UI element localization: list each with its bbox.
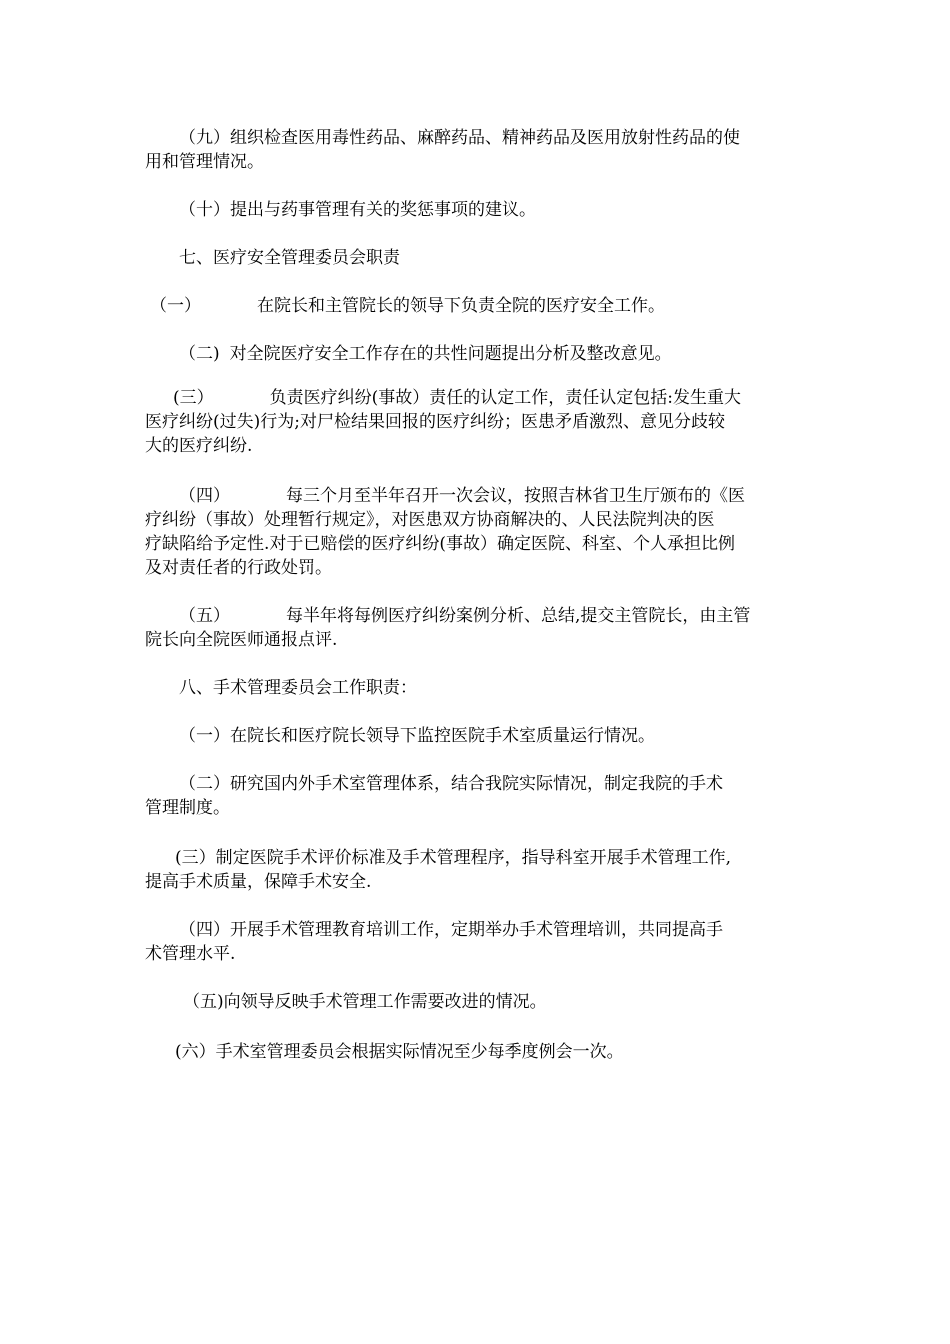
- paragraph-7-1: [150, 294, 820, 318]
- paragraph-7-4: [145, 484, 815, 580]
- paragraph-8-3: [145, 846, 815, 894]
- text-line: （一）在院长和医疗院长领导下监控医院手术室质量运行情况。: [179, 726, 655, 746]
- text-line: 及对责任者的行政处罚。: [145, 558, 332, 578]
- text-line: （四）开展手术管理教育培训工作，定期举办手术管理培训，共同提高手: [179, 920, 723, 940]
- text-line: [150, 294, 820, 318]
- text-line: （十）提出与药事管理有关的奖惩事项的建议。: [179, 200, 536, 220]
- paragraph-8-6: [145, 1040, 815, 1064]
- text-line: 用和管理情况。: [145, 152, 264, 172]
- paragraph-7-2: [145, 342, 815, 366]
- item-label: （五）: [179, 606, 230, 626]
- paragraph-8-2: [145, 772, 815, 820]
- item-text: 对全院医疗安全工作存在的共性问题提出分析及整改意见。: [229, 344, 672, 364]
- text-line: 管理制度。: [145, 798, 230, 818]
- text-line: [145, 484, 815, 508]
- text-line: 医疗纠纷(过失)行为;对尸检结果回报的医疗纠纷；医患矛盾激烈、意见分歧较: [145, 412, 725, 432]
- text-line: 大的医疗纠纷.: [145, 436, 253, 456]
- item-text: 每三个月至半年召开一次会议，按照吉林省卫生厅颁布的《医: [286, 486, 745, 506]
- item-text: 每半年将每例医疗纠纷案例分析、总结,提交主管院长，由主管: [286, 606, 751, 626]
- text-line: 院长向全院医师通报点评.: [145, 630, 338, 650]
- section-heading-7: [145, 246, 815, 270]
- section-heading-text: 七、医疗安全管理委员会职责: [179, 248, 400, 268]
- section-heading-text: 八、手术管理委员会工作职责：: [179, 678, 417, 698]
- item-text: 负责医疗纠纷(事故）责任的认定工作，责任认定包括:发生重大: [269, 388, 741, 408]
- paragraph-8-4: [145, 918, 815, 966]
- text-line: (六）手术室管理委员会根据实际情况至少每季度例会一次。: [175, 1042, 624, 1062]
- item-text: 在院长和主管院长的领导下负责全院的医疗安全工作。: [257, 296, 665, 316]
- item-label: （一）: [150, 296, 201, 316]
- text-line: （九）组织检查医用毒性药品、麻醉药品、精神药品及医用放射性药品的使: [179, 128, 740, 148]
- text-line: [145, 342, 815, 366]
- paragraph-8-5: [145, 990, 815, 1014]
- text-line: 疗缺陷给予定性.对于已赔偿的医疗纠纷(事故）确定医院、科室、个人承担比例: [145, 534, 736, 554]
- text-line: [145, 604, 815, 628]
- paragraph-item-9: [145, 126, 815, 174]
- item-label: （四）: [179, 486, 230, 506]
- paragraph-7-3: [145, 386, 815, 458]
- item-label: (三）: [173, 388, 214, 408]
- text-line: （二）研究国内外手术室管理体系，结合我院实际情况，制定我院的手术: [179, 774, 723, 794]
- text-line: 术管理水平.: [145, 944, 236, 964]
- text-line: (三）制定医院手术评价标准及手术管理程序，指导科室开展手术管理工作,: [175, 848, 732, 868]
- text-line: [145, 386, 815, 410]
- text-line: （五)向领导反映手术管理工作需要改进的情况。: [183, 992, 547, 1012]
- paragraph-8-1: [145, 724, 815, 748]
- paragraph-item-10: [145, 198, 815, 222]
- paragraph-7-5: [145, 604, 815, 652]
- text-line: 疗纠纷（事故）处理暂行规定》，对医患双方协商解决的、人民法院判决的医: [145, 510, 715, 530]
- section-heading-8: [145, 676, 815, 700]
- text-line: 提高手术质量，保障手术安全.: [145, 872, 372, 892]
- item-label: （二): [179, 344, 220, 364]
